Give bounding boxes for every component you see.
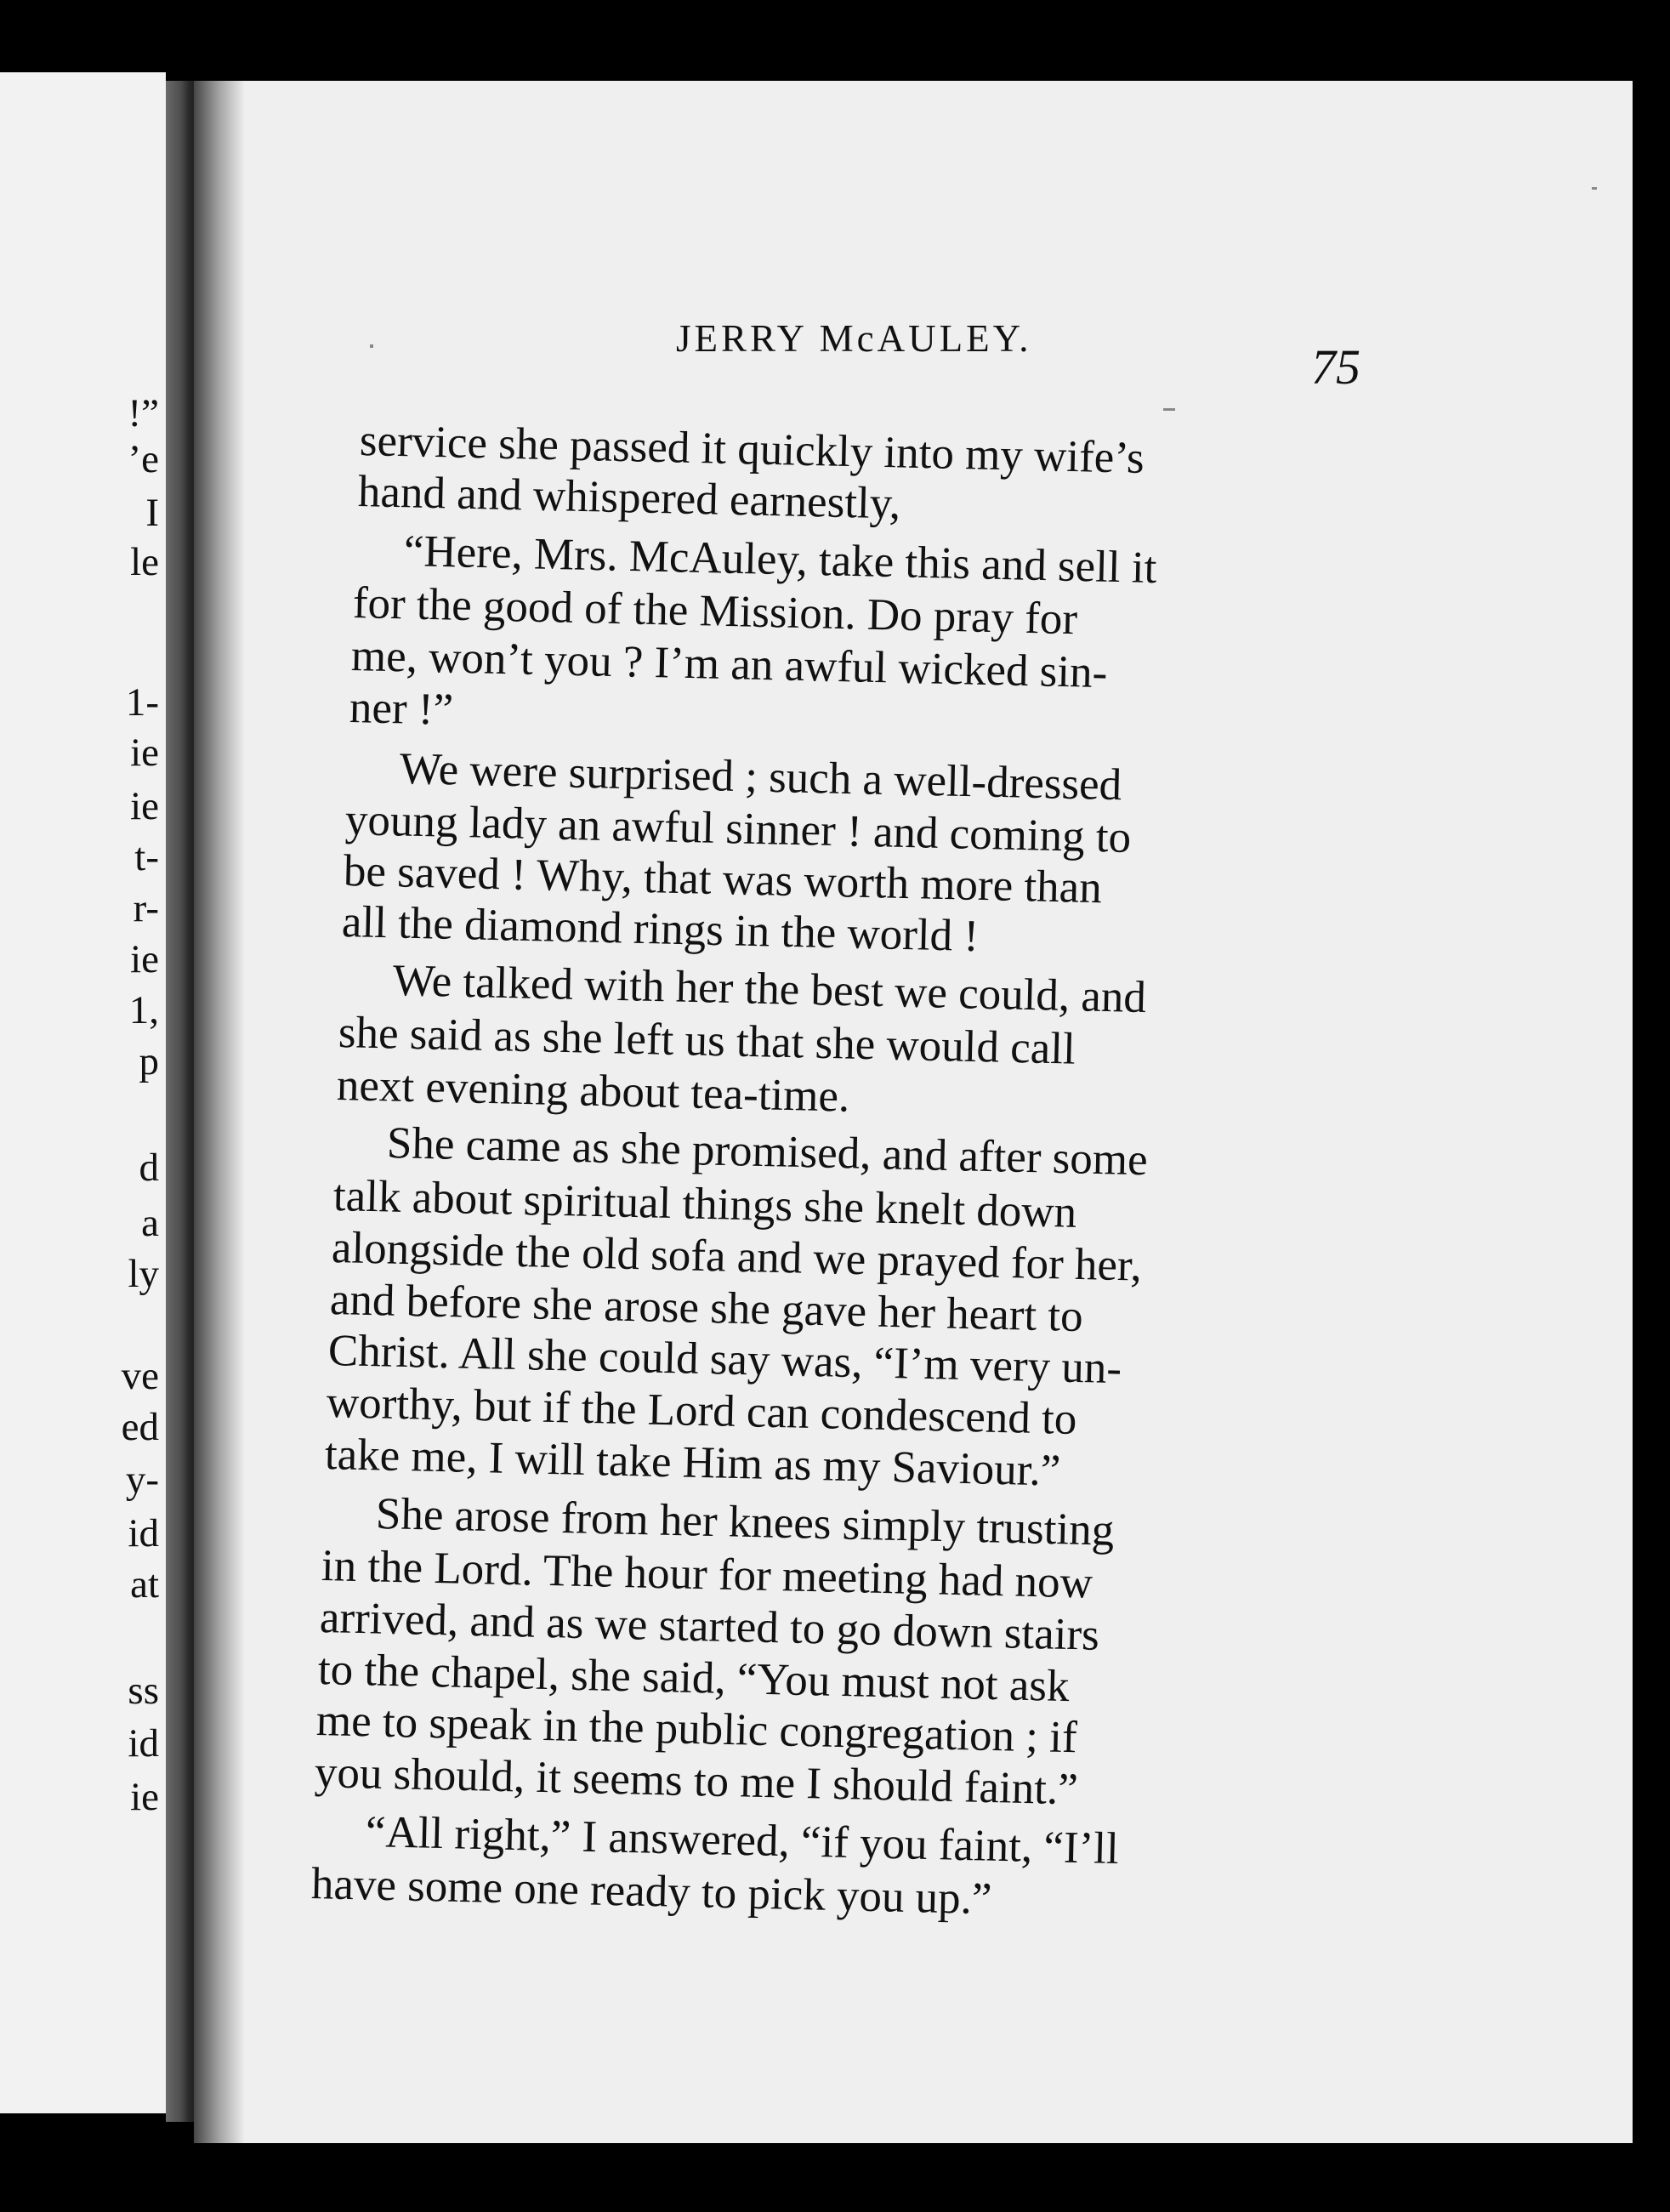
running-head: JERRY McAULEY. [676, 317, 1032, 360]
left-page-fragment: id [128, 1721, 159, 1766]
text-line: be saved ! Why, that was worth more than [343, 846, 1103, 913]
scan-speck [370, 344, 373, 348]
text-line: young lady an awful sinner ! and coming to [344, 795, 1132, 862]
text-line: have some one ready to pick you up.” [310, 1859, 993, 1925]
text-line: She came as she promised, and after some [386, 1118, 1149, 1186]
text-line: to the chapel, she said, “You must not ask [317, 1645, 1071, 1712]
left-page-fragment: ve [121, 1354, 159, 1398]
text-line: We talked with her the best we could, and [392, 956, 1147, 1023]
left-page-fragment: ed [121, 1405, 159, 1449]
text-line: She arose from her knees simply trusting [375, 1489, 1115, 1555]
left-page-fragment: !” [128, 391, 159, 435]
text-line: me to speak in the public congregation ; if [315, 1696, 1078, 1763]
left-page-fragment: I [145, 491, 159, 535]
text-line: in the Lord. The hour for meeting had now [321, 1541, 1093, 1608]
left-page-fragment: d [139, 1146, 159, 1190]
left-page-fragment: id [128, 1511, 159, 1555]
scan-speck [1163, 408, 1175, 411]
left-page-fragment: le [130, 540, 159, 584]
left-page-fragment: t- [134, 835, 159, 879]
left-page-fragment: ss [128, 1669, 159, 1713]
text-line: talk about spiritual things she knelt down [332, 1171, 1077, 1237]
text-line: alongside the old sofa and we prayed for her, [331, 1223, 1143, 1291]
left-page-fragment: 1- [125, 680, 159, 725]
left-page-fragment: y- [125, 1458, 159, 1502]
text-line: hand and whispered earnestly, [357, 467, 901, 529]
left-page-fragment: ie [130, 784, 159, 828]
text-line: you should, it seems to me I should faint.” [314, 1748, 1079, 1815]
left-page-fragment: ie [130, 937, 159, 981]
text-line: “Here, Mrs. McAuley, take this and sell it [403, 526, 1158, 594]
left-page-fragment: ’e [128, 437, 159, 481]
left-page-fragment: ly [128, 1252, 159, 1296]
text-line: We were surprised ; such a well-dressed [399, 744, 1122, 810]
left-page-edge [0, 72, 166, 2113]
text-line: worthy, but if the Lord can condescend to [326, 1378, 1078, 1445]
text-line: me, won’t you ? I’m an awful wicked sin- [350, 631, 1108, 698]
text-line: service she passed it quickly into my wife’s [359, 416, 1145, 483]
left-page-fragment: ie [130, 1775, 159, 1819]
left-page-fragment: a [141, 1201, 159, 1245]
text-line: arrived, and as we started to go down stairs [319, 1593, 1100, 1660]
text-line: take me, I will take Him as my Saviour.” [324, 1430, 1061, 1496]
text-line: for the good of the Mission. Do pray for [352, 578, 1078, 645]
text-line: next evening about tea-time. [336, 1061, 850, 1122]
text-line: she said as she left us that she would call [338, 1008, 1076, 1074]
text-line: Christ. All she could say was, “I’m very un- [327, 1326, 1122, 1394]
left-page-fragment: p [139, 1039, 159, 1083]
page-number: 75 [1311, 339, 1360, 395]
page-gutter-shadow [194, 81, 245, 2143]
text-line: all the diamond rings in the world ! [341, 897, 980, 961]
left-page-fragment: ie [130, 731, 159, 775]
scan-speck [1592, 187, 1597, 190]
left-page-fragment: 1, [128, 988, 159, 1032]
text-line: and before she arose she gave her heart to [329, 1275, 1084, 1342]
text-line: ner !” [349, 683, 454, 735]
left-page-fragment: at [130, 1562, 159, 1606]
left-page-fragment: r- [133, 886, 159, 930]
text-line: “All right,” I answered, “if you faint, “I’ll [365, 1807, 1120, 1874]
